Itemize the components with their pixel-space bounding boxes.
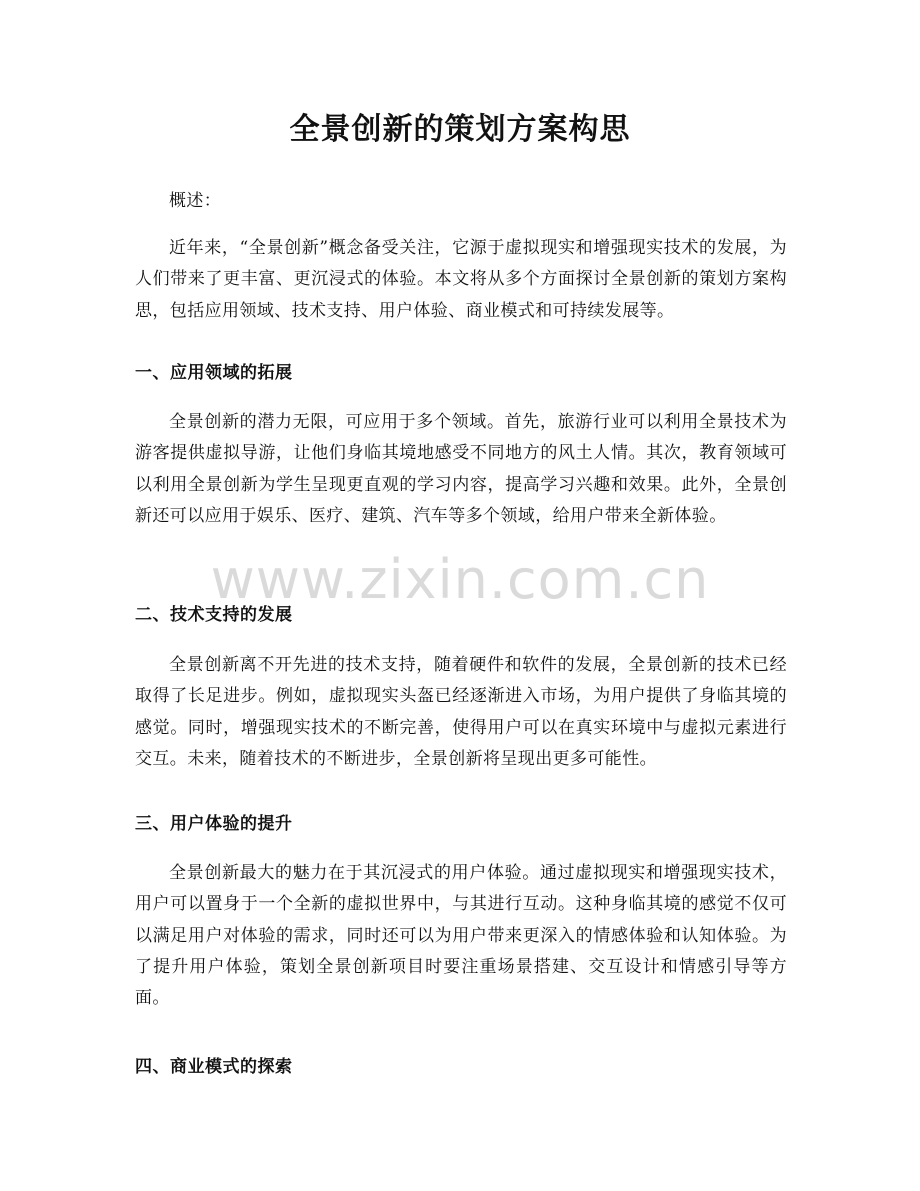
section-2-body: 全景创新离不开先进的技术支持，随着硬件和软件的发展，全景创新的技术已经取得了长足进步。例如，虚拟现实头盔已经逐渐进入市场，为用户提供了身临其境的感觉。同时，增强现实技术的不断完善，使得用户可以在真实环境中与虚拟元素进行交互。未来，随着技术的不断进步，全景创新将呈现出更多可能性。	[135, 655, 787, 769]
section-3-body: 全景创新最大的魅力在于其沉浸式的用户体验。通过虚拟现实和增强现实技术，用户可以置身于一个全新的虚拟世界中，与其进行互动。这种身临其境的感觉不仅可以满足用户对体验的需求，同时还可以为用户带来更深入的情感体验和认知体验。为了提升用户体验，策划全景创新项目时要注重场景搭建、交互设计和情感引导等方面。	[135, 863, 787, 1009]
watermark-text: www.zixin.com.cn	[210, 548, 710, 611]
section-2-heading: 二、技术支持的发展	[135, 605, 293, 625]
section-1-body: 全景创新的潜力无限，可应用于多个领域。首先，旅游行业可以利用全景技术为游客提供虚拟导游，让他们身临其境地感受不同地方的风土人情。其次，教育领域可以利用全景创新为学生呈现更直观的学习内容，提高学习兴趣和效果。此外，全景创新还可以应用于娱乐、医疗、建筑、汽车等多个领域，给用户带来全新体验。	[135, 412, 787, 526]
section-4-heading: 四、商业模式的探索	[135, 1057, 293, 1077]
intro-paragraph: 近年来，“全景创新”概念备受关注，它源于虚拟现实和增强现实技术的发展，为人们带来了更丰富、更沉浸式的体验。本文将从多个方面探讨全景创新的策划方案构思，包括应用领域、技术支持、用户体验、商业模式和可持续发展等。	[135, 238, 787, 321]
overview-label: 概述：	[169, 191, 222, 211]
section-1-heading: 一、应用领域的拓展	[135, 363, 293, 383]
document-title: 全景创新的策划方案构思	[289, 112, 631, 147]
section-3-heading: 三、用户体验的提升	[135, 814, 293, 834]
